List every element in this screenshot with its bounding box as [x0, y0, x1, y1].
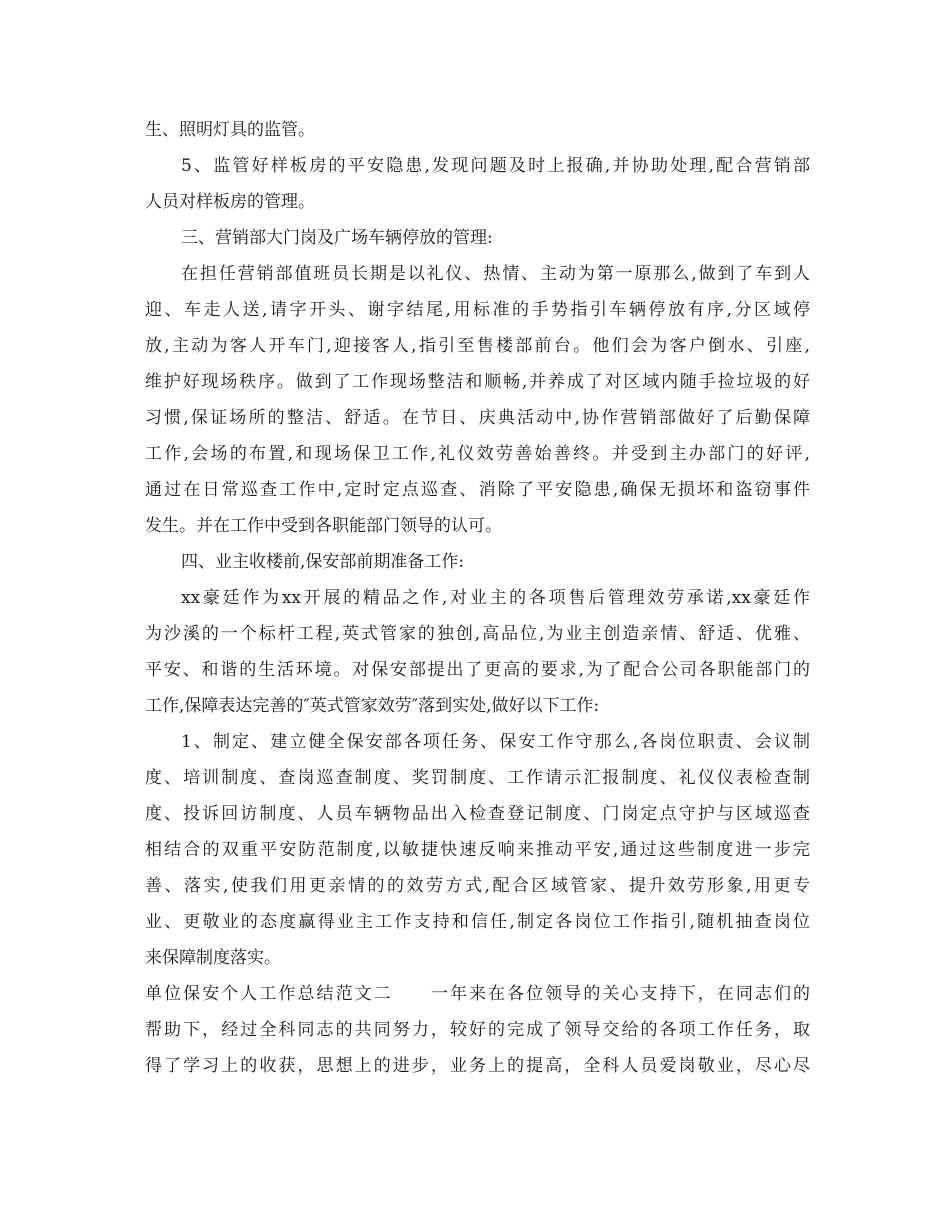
text-line: 迎、车走人送,请字开头、谢字结尾,用标准的手势指引车辆停放有序,分区域停 — [145, 300, 810, 320]
text-line: 习惯,保证场所的整洁、舒适。在节日、庆典活动中,协作营销部做好了后勤保障 — [145, 408, 810, 428]
text-line: 5、监管好样板房的平安隐患,发现问题及时上报确,并协助处理,配合营销部 — [181, 156, 810, 176]
text-line: 单位保安个人工作总结范文二 一年来在各位领导的关心支持下，在同志们的 — [145, 984, 810, 1004]
text-line: 1、制定、建立健全保安部各项任务、保安工作守那么,各岗位职责、会议制 — [181, 732, 810, 752]
text-line: 业、更敬业的态度赢得业主工作支持和信任,制定各岗位工作指引,随机抽查岗位 — [145, 912, 810, 932]
text-line: xx豪廷作为xx开展的精品之作,对业主的各项售后管理效劳承诺,xx豪廷作 — [181, 588, 810, 608]
text-line: 人员对样板房的管理。 — [145, 192, 315, 212]
text-line: 通过在日常巡查工作中,定时定点巡查、消除了平安隐患,确保无损坏和盗窃事件 — [145, 480, 810, 500]
text-line: 工作,保障表达完善的″英式管家效劳″落到实处,做好以下工作: — [145, 696, 600, 716]
text-line: 度、投诉回访制度、人员车辆物品出入检查登记制度、门岗定点守护与区域巡查 — [145, 804, 810, 824]
text-line: 善、落实,使我们用更亲情的的效劳方式,配合区域管家、提升效劳形象,用更专 — [145, 876, 810, 896]
text-line: 三、营销部大门岗及广场车辆停放的管理: — [181, 228, 493, 248]
text-line: 放,主动为客人开车门,迎接客人,指引至售楼部前台。他们会为客户倒水、引座, — [145, 336, 810, 356]
text-line: 得了学习上的收获，思想上的进步，业务上的提高，全科人员爱岗敬业，尽心尽 — [145, 1056, 810, 1076]
text-line: 生、照明灯具的监管。 — [145, 120, 315, 140]
text-line: 在担任营销部值班员长期是以礼仪、热情、主动为第一原那么,做到了车到人 — [181, 264, 810, 284]
text-line: 为沙溪的一个标杆工程,英式管家的独创,高品位,为业主创造亲情、舒适、优雅、 — [145, 624, 810, 644]
text-line: 四、业主收楼前,保安部前期准备工作: — [181, 552, 465, 572]
text-line: 相结合的双重平安防范制度,以敏捷快速反响来推动平安,通过这些制度进一步完 — [145, 840, 810, 860]
text-line: 工作,会场的布置,和现场保卫工作,礼仪效劳善始善终。并受到主办部门的好评, — [145, 444, 810, 464]
text-line: 度、培训制度、查岗巡查制度、奖罚制度、工作请示汇报制度、礼仪仪表检查制 — [145, 768, 810, 788]
text-line: 发生。并在工作中受到各职能部门领导的认可。 — [145, 516, 502, 536]
text-line: 维护好现场秩序。做到了工作现场整洁和顺畅,并养成了对区域内随手捡垃圾的好 — [145, 372, 810, 392]
text-line: 平安、和谐的生活环境。对保安部提出了更高的要求,为了配合公司各职能部门的 — [145, 660, 810, 680]
document-body — [145, 112, 810, 1084]
text-line: 帮助下，经过全科同志的共同努力，较好的完成了领导交给的各项工作任务，取 — [145, 1020, 810, 1040]
text-line: 来保障制度落实。 — [145, 948, 281, 968]
